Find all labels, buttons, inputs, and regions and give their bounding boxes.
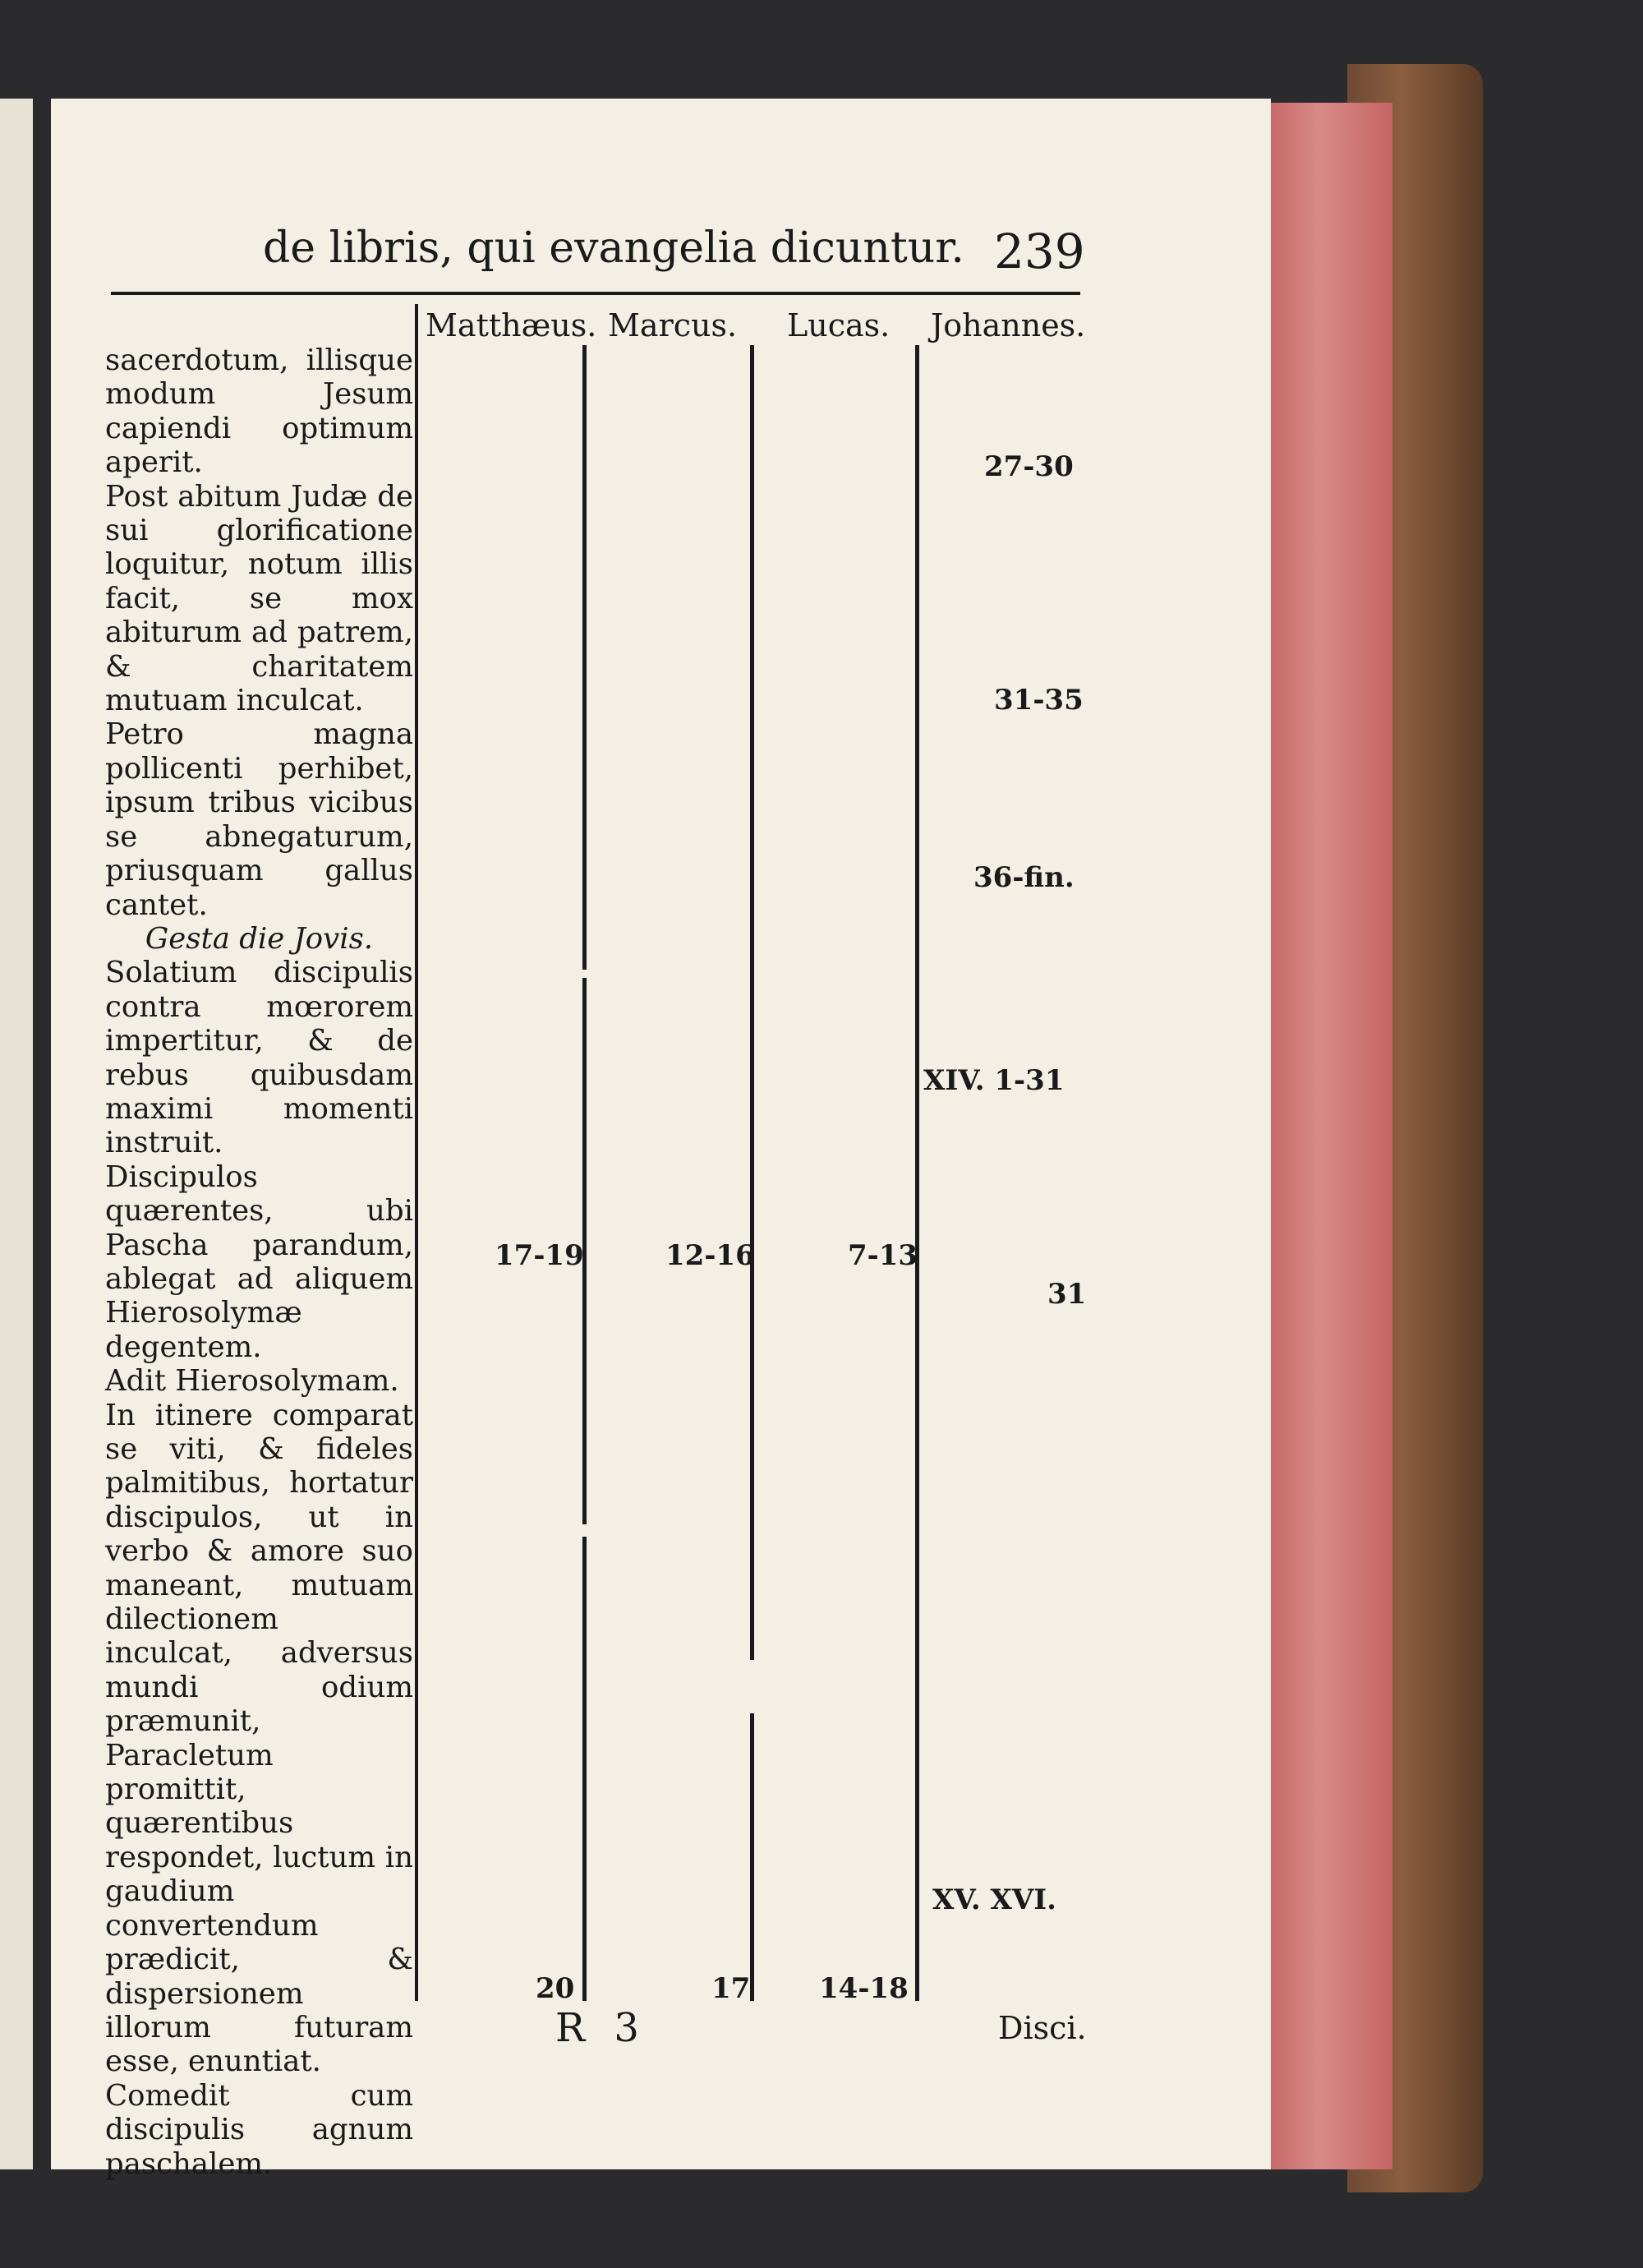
- column-header-matthaeus: Matthæus.: [426, 307, 597, 343]
- column-header-johannes: Johannes.: [931, 307, 1086, 343]
- red-page-edges: [1271, 103, 1392, 2169]
- column-rule-marcus-1: [750, 345, 754, 1660]
- entry-2: Post abitum Judæ de sui glorificatione loquitur, notum illis facit, se mox abiturum ad patrem, & charitatem mutuam inculcat.: [105, 479, 413, 718]
- column-rule-lucas: [915, 345, 919, 2001]
- reference-marcus: 17: [711, 1972, 751, 2005]
- column-rule-matthaeus-1: [582, 345, 587, 970]
- signature-mark: R 3: [555, 2005, 639, 2051]
- column-rule-text: [415, 304, 418, 2001]
- entry-1: sacerdotum, illisque modum Jesum capiendi optimum aperit.: [105, 343, 413, 480]
- column-rule-matthaeus-3: [582, 1537, 587, 2001]
- entry-5: Solatium discipulis contra mœrorem impertitur, & de rebus quibusdam maximi momenti instruit.: [105, 956, 413, 1160]
- entry-9: Comedit cum discipulis agnum paschalem.: [105, 2078, 413, 2181]
- column-header-marcus: Marcus.: [608, 307, 738, 343]
- reference-johannes: XIV. 1-31: [923, 1064, 1065, 1097]
- reference-marcus: 12-16: [665, 1239, 755, 1272]
- reference-lucas: 7-13: [848, 1239, 918, 1272]
- column-header-lucas: Lucas.: [787, 307, 891, 343]
- entry-8: In itinere comparat se viti, & fideles palmitibus, hortatur discipulos, ut in verbo & amore suo maneant, mutuam dilectionem inculcat, adversus mundi odium præmunit, Paracletum promittit, quærentibus respondet, luctum in gaudium convertendum prædicit, & dispersionem illorum futuram esse, enuntiat.: [105, 1398, 413, 2079]
- reference-matthaeus: 20: [536, 1972, 575, 2005]
- header-rule: [111, 292, 1080, 295]
- catchword: Disci.: [998, 2010, 1087, 2046]
- running-head: de libris, qui evangelia dicuntur.: [263, 224, 964, 273]
- facing-page-edge: [0, 99, 33, 2169]
- entry-day-caption: Gesta die Jovis.: [145, 921, 374, 956]
- reference-johannes: 27-30: [984, 450, 1074, 483]
- reference-lucas: 14-18: [819, 1972, 909, 2005]
- page-number: 239: [994, 224, 1085, 279]
- column-rule-marcus-2: [750, 1713, 754, 2001]
- reference-matthaeus: 17-19: [495, 1239, 584, 1272]
- reference-johannes: 31-35: [994, 684, 1084, 717]
- description-column: [105, 343, 413, 2181]
- entry-7: Adit Hierosolymam.: [105, 1364, 399, 1399]
- reference-johannes: 36-fin.: [973, 861, 1075, 894]
- entry-3: Petro magna pollicenti perhibet, ipsum tribus vicibus se abnegaturum, priusquam gallus cantet.: [105, 717, 413, 922]
- entry-6: Discipulos quærentes, ubi Pascha parandum, ablegat ad aliquem Hierosolymæ degentem.: [105, 1159, 413, 1364]
- reference-johannes: 31: [1047, 1278, 1087, 1311]
- reference-johannes: XV. XVI.: [932, 1883, 1056, 1916]
